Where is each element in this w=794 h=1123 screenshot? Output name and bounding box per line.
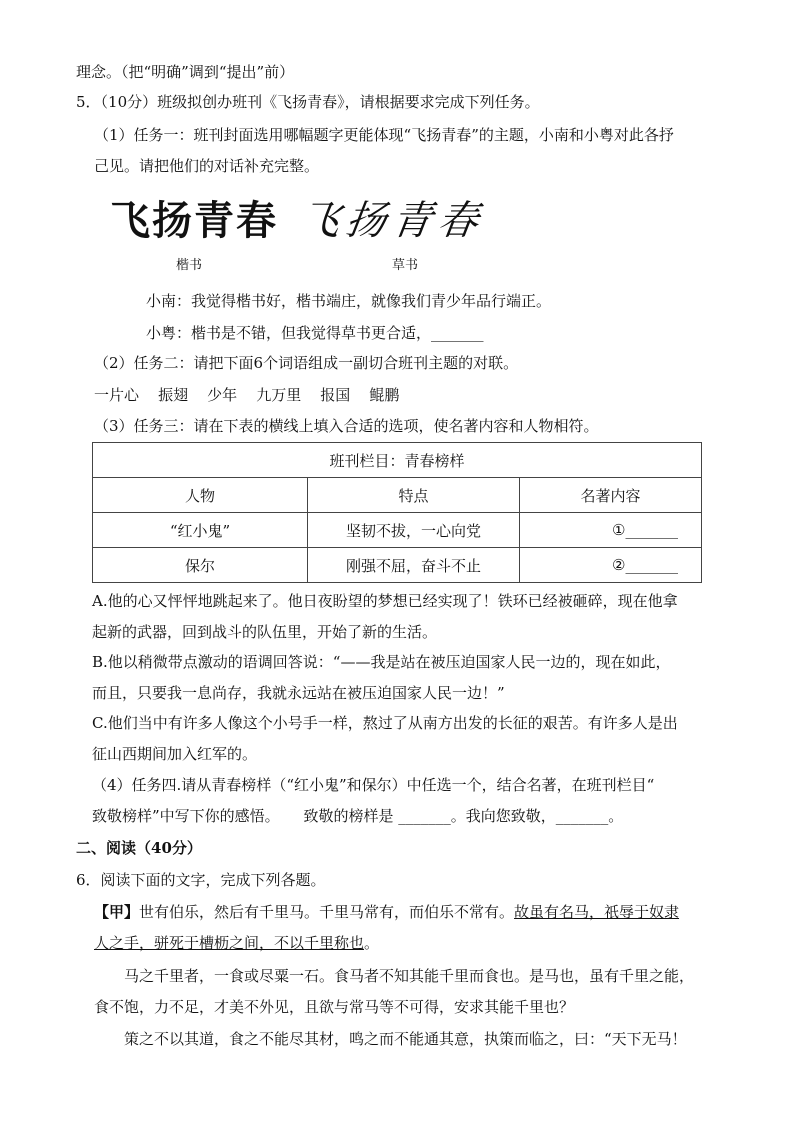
option-b-line-2: 而且，只要我一息尚存，我就永远站在被压迫国家人民一边！” (92, 684, 505, 702)
word-list: 一片心 振翅 少年 九万里 报国 鲲鹏 (94, 386, 400, 404)
option-a-line-1: A.他的心又怦怦地跳起来了。他日夜盼望的梦想已经实现了！铁环已经被砸碎，现在他拿 (92, 592, 678, 610)
task-4-line-1: （4）任务四.请从青春榜样（“红小鬼”和保尔）中任选一个，结合名著，在班刊栏目“ (92, 776, 655, 794)
table-cell: 坚韧不拔，一心向党 (308, 513, 520, 548)
passage-text: 世有伯乐，然后有千里马。千里马常有，而伯乐不常有。 (139, 903, 515, 921)
underlined-sentence: 故虽有名马，祇辱于奴隶 (514, 903, 680, 921)
section-2-heading: 二、阅读（40分） (76, 839, 202, 857)
passage-jia-line-1 (94, 901, 679, 923)
table-title: 班刊栏目：青春榜样 (93, 443, 702, 478)
table-cell: 刚强不屈，奋斗不止 (308, 548, 520, 583)
task-1-line-1: （1）任务一：班刊封面选用哪幅题字更能体现“飞扬青春”的主题，小南和小粤对此各抒 (94, 126, 674, 144)
table-row (93, 548, 702, 583)
dialogue-xiaonan: 小南：我觉得楷书好，楷书端庄，就像我们青少年品行端正。 (146, 292, 552, 310)
table-header-cell: 人物 (93, 478, 308, 513)
underlined-sentence: 人之手，骈死于槽枥之间，不以千里称也 (94, 934, 365, 952)
table-cell: ①_______ (520, 513, 702, 548)
passage-para-2-line-1: 马之千里者，一食或尽粟一石。食马者不知其能千里而食也。是马也，虽有千里之能， (124, 967, 695, 985)
dialogue-xiaoyue: 小粤：楷书是不错，但我觉得草书更合适，_______ (146, 324, 484, 342)
task-2: （2）任务二：请把下面6个词语组成一副切合班刊主题的对联。 (94, 354, 519, 372)
option-c-line-2: 征山西期间加入红军的。 (92, 745, 258, 763)
task-4-line-2: 致敬榜样”中写下你的感悟。 致敬的榜样是 _______。我向您致敬，_______。 (92, 807, 624, 825)
passage-text: 。 (364, 934, 380, 952)
passage-jia-line-2 (94, 932, 379, 954)
calligraphy-caoshu: 飞扬青春 (296, 198, 488, 244)
task-1-line-2: 己见。请把他们的对话补充完整。 (94, 157, 320, 175)
option-c-line-1: C.他们当中有许多人像这个小号手一样，熬过了从南方出发的长征的艰苦。有许多人是出 (92, 714, 678, 732)
question-6-heading: 6．阅读下面的文字，完成下列各题。 (76, 871, 326, 889)
table-cell: ②_______ (520, 548, 702, 583)
passage-para-2-line-2: 食不饱，力不足，才美不外见，且欲与常马等不可得，安求其能千里也？ (94, 998, 575, 1016)
passage-jia-tag: 【甲】 (94, 903, 140, 921)
table-cell: 保尔 (93, 548, 308, 583)
option-b-line-1: B.他以稍微带点激动的语调回答说：“——我是站在被压迫国家人民一边的，现在如此， (92, 653, 671, 671)
text-line: 理念。（把“明确”调到“提出”前） (76, 63, 295, 81)
table-header-cell: 特点 (308, 478, 520, 513)
question-5-heading: 5．（10分）班级拟创办班刊《飞扬青春》，请根据要求完成下列任务。 (76, 93, 540, 111)
table-row (93, 513, 702, 548)
task-3: （3）任务三：请在下表的横线上填入合适的选项，使名著内容和人物相符。 (94, 417, 599, 435)
option-a-line-2: 起新的武器，回到战斗的队伍里，开始了新的生活。 (92, 623, 438, 641)
caption-caoshu: 草书 (392, 258, 419, 273)
table-cell: “红小鬼” (93, 513, 308, 548)
caption-kaishu: 楷书 (176, 258, 203, 273)
table-header-cell: 名著内容 (520, 478, 702, 513)
calligraphy-kaishu: 飞扬青春 (110, 197, 278, 244)
passage-para-3-line-1: 策之不以其道，食之不能尽其材，鸣之而不能通其意，执策而临之，曰：“天下无马！ (124, 1030, 687, 1048)
role-model-table (92, 442, 702, 583)
